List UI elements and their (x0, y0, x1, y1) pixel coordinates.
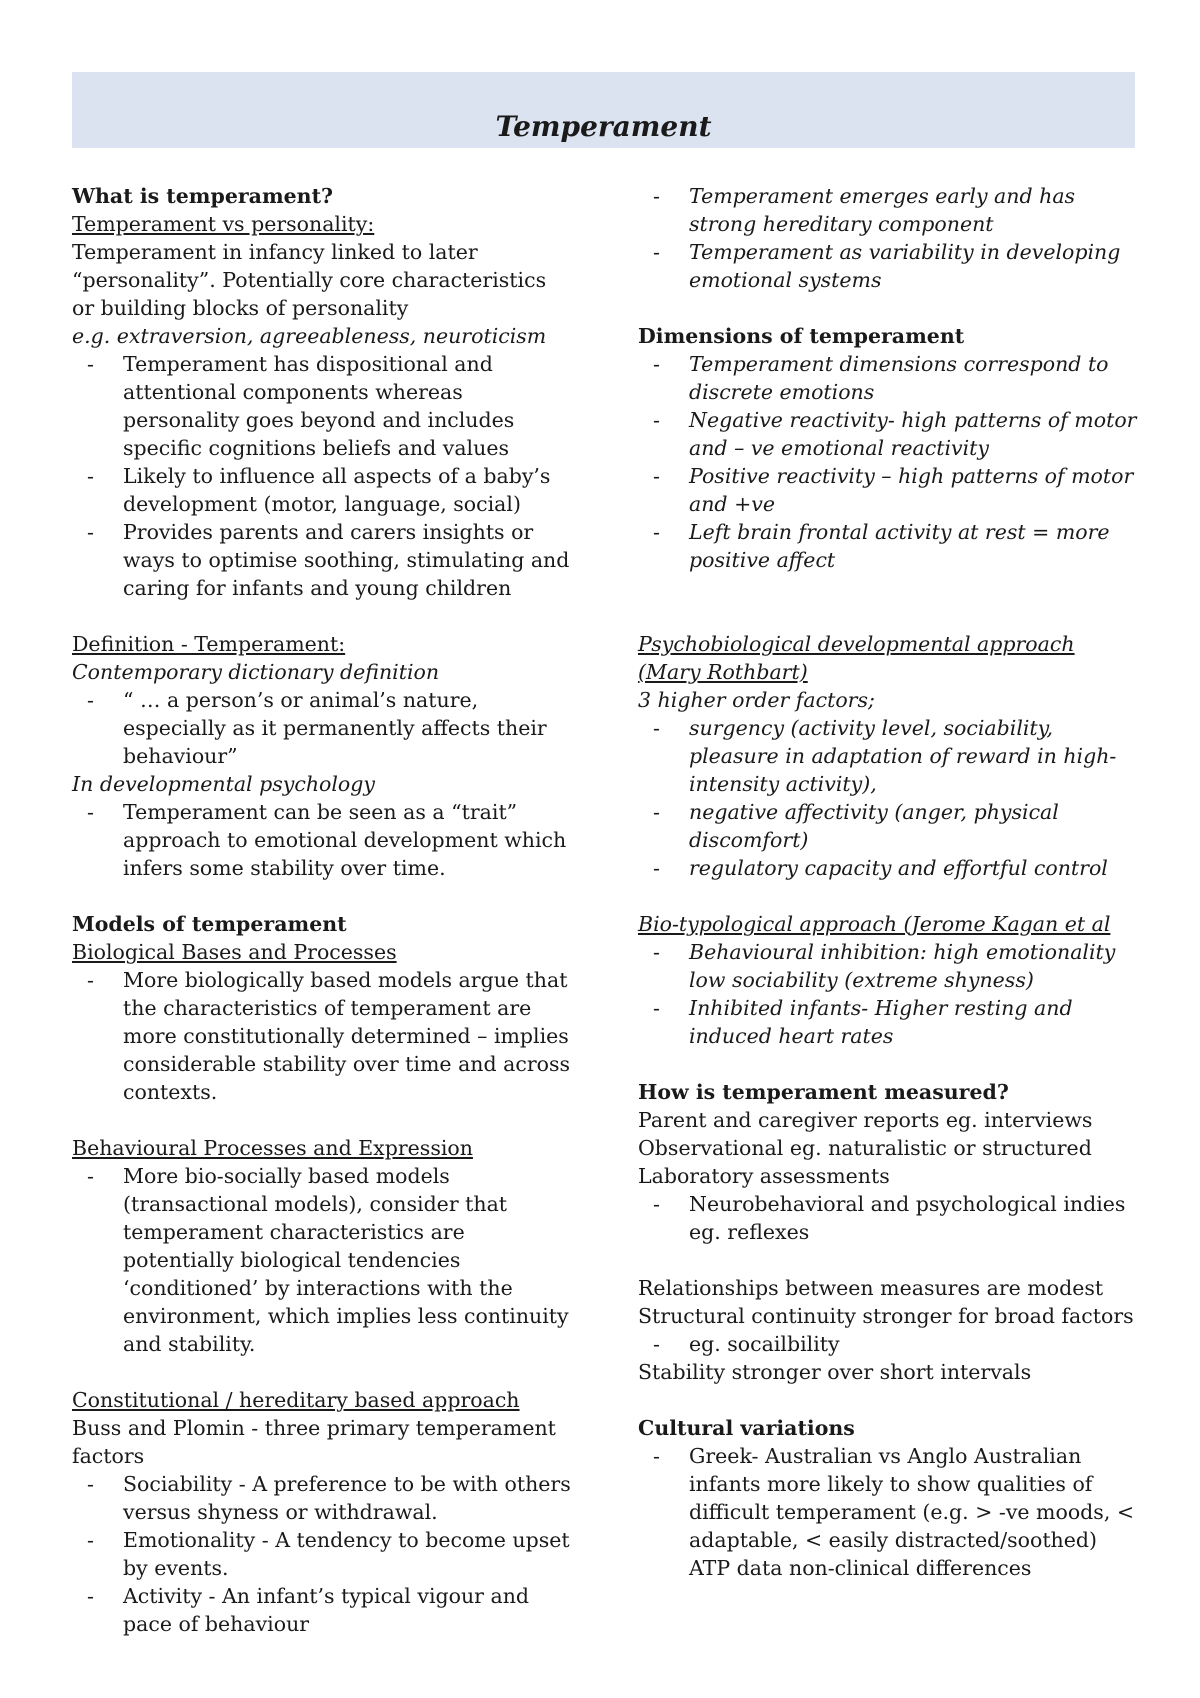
bullet-item: - Provides parents and carers insights or ways to optimise soothing, stimulating and caring for infants and young children (123, 518, 572, 602)
bullet-list (638, 938, 1142, 1050)
section-heading: How is temperament measured? (638, 1080, 1009, 1104)
bullet-item: - More biologically based models argue that the characteristics of temperament are more constitutionally determined – implies considerable stability over time and across contexts. (123, 966, 572, 1106)
paragraph: Buss and Plomin - three primary temperament factors (72, 1416, 556, 1468)
bullet-list (72, 686, 572, 770)
section-heading: Models of temperament (72, 912, 347, 936)
bullet-item: - eg. socailbility (689, 1330, 1142, 1358)
text-line: Structural continuity stronger for broad factors (638, 1304, 1134, 1328)
page-title: Temperament (495, 110, 712, 143)
bullet-item: - surgency (activity level, sociability, pleasure in adaptation of reward in high-intensity activity), (689, 714, 1142, 798)
text-line: Relationships between measures are modest (638, 1276, 1104, 1300)
bullet-item: - Greek- Australian vs Anglo Australian infants more likely to show qualities of difficult temperament (e.g. > -ve moods, < adaptable, < easily distracted/soothed) ATP data non-clinical differences (689, 1442, 1142, 1582)
bullet-item: - Temperament emerges early and has strong hereditary component (689, 182, 1142, 238)
bullet-list (638, 714, 1142, 882)
paragraph: Temperament in infancy linked to later “personality”. Potentially core characteristics or building blocks of personality (72, 240, 547, 320)
bullet-list (638, 1190, 1142, 1246)
italic-label: In developmental psychology (72, 772, 375, 796)
title-banner (72, 72, 1135, 148)
bullet-list (72, 350, 572, 602)
bullet-item: - regulatory capacity and effortful control (689, 854, 1142, 882)
bullet-item: - “ … a person’s or animal’s nature, especially as it permanently affects their behaviour” (123, 686, 572, 770)
right-column (638, 182, 1142, 1582)
bullet-item: - Left brain frontal activity at rest = more positive affect (689, 518, 1142, 574)
section-heading: What is temperament? (72, 184, 334, 208)
bullet-item: - Temperament has dispositional and attentional components whereas personality goes beyond and includes specific cognitions beliefs and values (123, 350, 572, 462)
section-subheading: Bio-typological approach (Jerome Kagan et al (638, 912, 1111, 936)
bullet-item: - Temperament as variability in developing emotional systems (689, 238, 1142, 294)
bullet-list (72, 1470, 572, 1638)
section-subheading: Temperament vs personality: (72, 212, 375, 236)
section-subheading: Psychobiological developmental approach (Mary Rothbart) (638, 632, 1075, 684)
bullet-list (72, 1162, 572, 1358)
bullet-item: - Neurobehavioral and psychological indies eg. reflexes (689, 1190, 1142, 1246)
italic-label: 3 higher order factors; (638, 688, 875, 712)
bullet-item: - Behavioural inhibition: high emotionality low sociability (extreme shyness) (689, 938, 1142, 994)
bullet-item: - Temperament dimensions correspond to discrete emotions (689, 350, 1142, 406)
bullet-list (72, 966, 572, 1106)
text-line: Laboratory assessments (638, 1164, 890, 1188)
bullet-list (638, 1330, 1142, 1358)
section-subheading: Constitutional / hereditary based approach (72, 1388, 520, 1412)
section-subheading: Biological Bases and Processes (72, 940, 397, 964)
section-subheading: Definition - Temperament: (72, 632, 346, 656)
example-line: e.g. extraversion, agreeableness, neuroticism (72, 324, 547, 348)
left-column (72, 182, 572, 1638)
bullet-item: - More bio-socially based models (transactional models), consider that temperament characteristics are potentially biological tendencies ‘conditioned’ by interactions with the environment, which implies less continuity and stability. (123, 1162, 572, 1358)
section-heading: Cultural variations (638, 1416, 855, 1440)
bullet-item: - Positive reactivity – high patterns of motor and +ve (689, 462, 1142, 518)
text-line: Observational eg. naturalistic or structured (638, 1136, 1092, 1160)
bullet-list (638, 182, 1142, 294)
bullet-item: - Likely to influence all aspects of a baby’s development (motor, language, social) (123, 462, 572, 518)
bullet-item: - Temperament can be seen as a “trait” approach to emotional development which infers some stability over time. (123, 798, 572, 882)
section-subheading: Behavioural Processes and Expression (72, 1136, 473, 1160)
bullet-item: - Activity - An infant’s typical vigour and pace of behaviour (123, 1582, 572, 1638)
bullet-list (638, 1442, 1142, 1582)
bullet-list (638, 350, 1142, 574)
bullet-list (72, 798, 572, 882)
bullet-item: - Inhibited infants- Higher resting and induced heart rates (689, 994, 1142, 1050)
text-line: Parent and caregiver reports eg. interviews (638, 1108, 1093, 1132)
section-heading: Dimensions of temperament (638, 324, 965, 348)
bullet-item: - Emotionality - A tendency to become upset by events. (123, 1526, 572, 1582)
bullet-item: - Negative reactivity- high patterns of motor and – ve emotional reactivity (689, 406, 1142, 462)
italic-label: Contemporary dictionary definition (72, 660, 440, 684)
text-line: Stability stronger over short intervals (638, 1360, 1032, 1384)
bullet-item: - negative affectivity (anger, physical discomfort) (689, 798, 1142, 854)
bullet-item: - Sociability - A preference to be with others versus shyness or withdrawal. (123, 1470, 572, 1526)
